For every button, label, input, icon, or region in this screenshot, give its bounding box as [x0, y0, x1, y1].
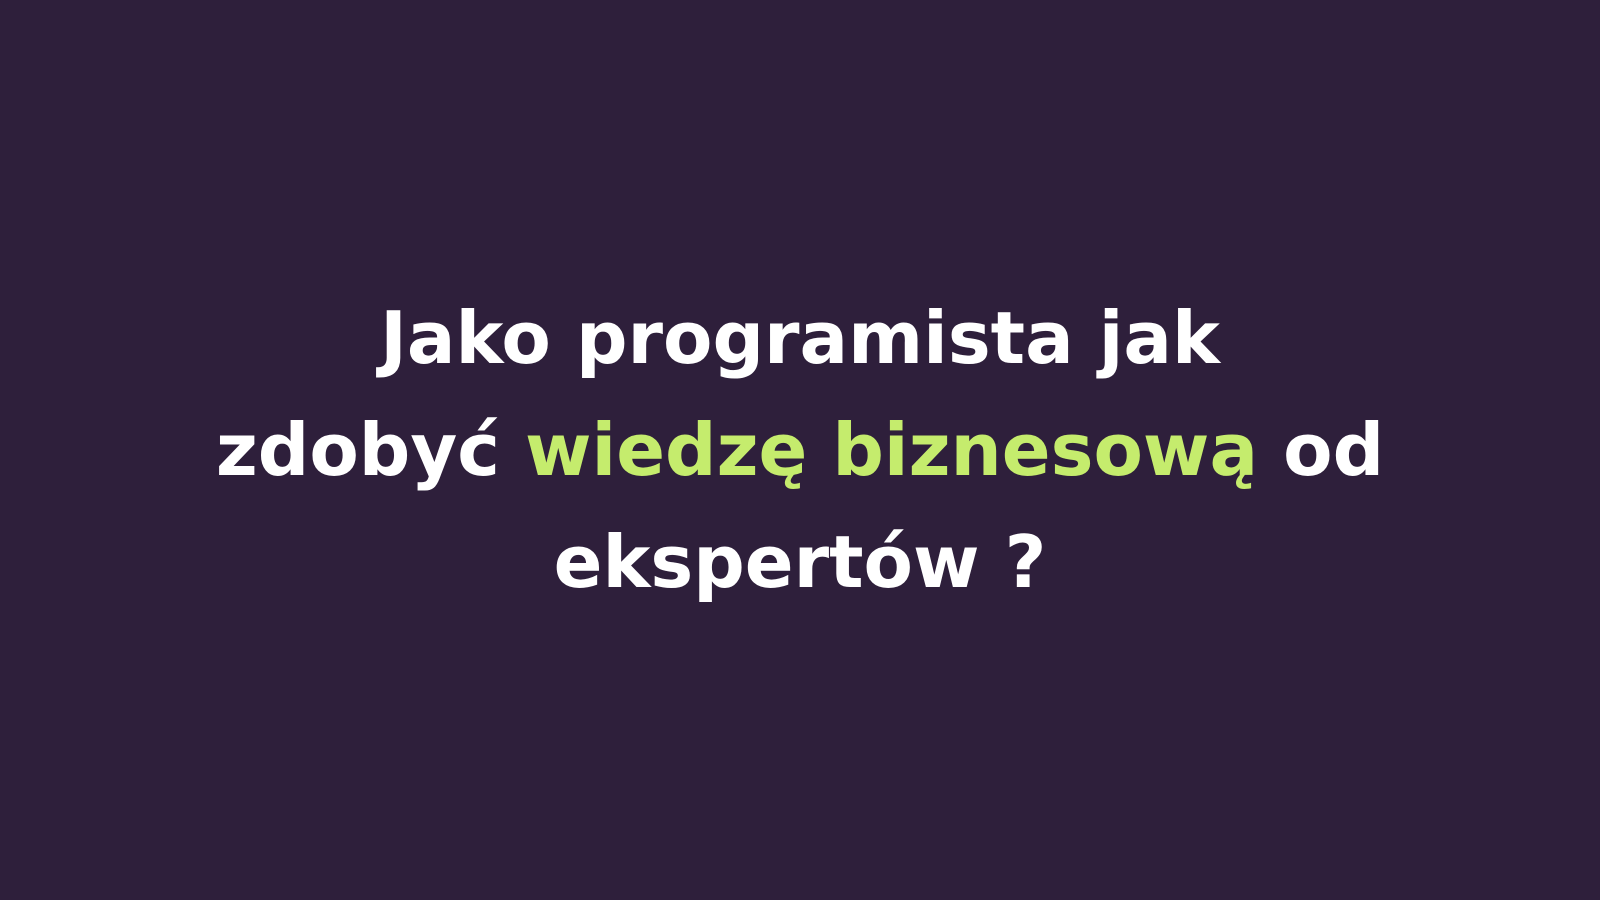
headline-highlight: wiedzę biznesową	[525, 408, 1259, 492]
headline-line-3: ekspertów ?	[553, 520, 1047, 604]
headline	[216, 282, 1384, 618]
headline-line-2	[216, 394, 1384, 506]
headline-line-2-start: zdobyć	[215, 408, 500, 492]
headline-line-2-end: od	[1283, 408, 1385, 492]
headline-line-1: Jako programista jak	[380, 296, 1220, 380]
